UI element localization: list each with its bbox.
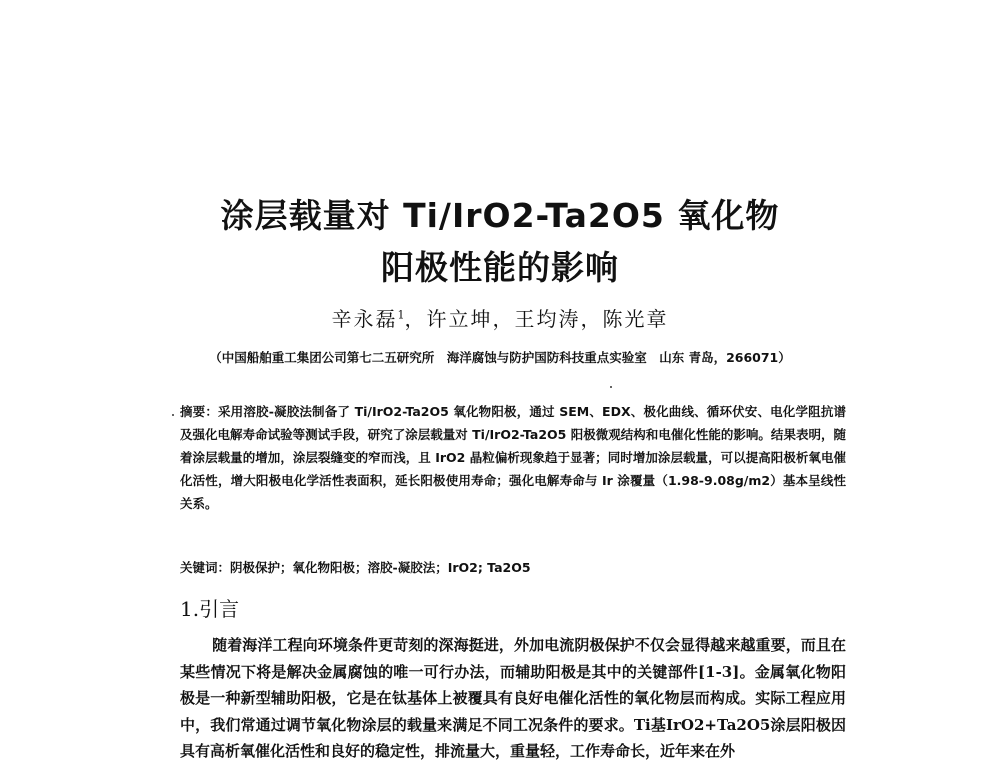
paper-title-line-2: 阳极性能的影响 (381, 248, 619, 287)
keywords: 关键词：阴极保护；氧化物阳极；溶胶-凝胶法；IrO2; Ta2O5 (180, 560, 531, 575)
author-list (0, 303, 1000, 332)
first-author: 辛永磊 (331, 307, 398, 331)
scan-speck (172, 414, 174, 416)
introduction-text: 随着海洋工程向环境条件更苛刻的深海挺进，外加电流阴极保护不仅会显得越来越重要，而且在某些情况下将是解决金属腐蚀的唯一可行办法，而辅助阳极是其中的关键部件[1-3]。金属氧化物阳极是一种新型辅助阳极，它是在钛基体上被覆具有良好电催化活性的氧化物层而构成。实际工程应用中，我们常通过调节氧化物涂层的载量来满足不同工况条件的要求。Ti基IrO2+Ta2O5涂层阳极因具有高析氧催化活性和良好的稳定性，排流量大，重量轻，工作寿命长，近年来在外 (180, 636, 846, 760)
paper-title-line-1: 涂层载量对 Ti/IrO2-Ta2O5 氧化物 (220, 196, 780, 235)
affiliation: （中国船舶重工集团公司第七二五研究所 海洋腐蚀与防护国防科技重点实验室 山东 青岛，266071） (209, 350, 791, 365)
affiliation-marker: 1 (397, 308, 405, 322)
introduction-paragraph (180, 632, 846, 765)
other-authors: ，许立坤，王均涛，陈光章 (404, 307, 669, 331)
section-heading-introduction: 1.引言 (180, 597, 240, 621)
scan-speck (610, 386, 612, 388)
abstract: 摘要：采用溶胶-凝胶法制备了 Ti/IrO2-Ta2O5 氧化物阳极，通过 SEM、EDX、极化曲线、循环伏安、电化学阻抗谱及强化电解寿命试验等测试手段，研究了涂层载量对 Ti/IrO2-Ta2O5 阳极微观结构和电催化性能的影响。结果表明，随着涂层载量的增加，涂层裂缝变的窄而浅，且 IrO2 晶粒偏析现象趋于显著；同时增加涂层载量，可以提高阳极析氧电催化活性，增大阳极电化学活性表面积，延长阳极使用寿命；强化电解寿命与 Ir 涂覆量（1.98-9.08g/m2）基本呈线性关系。 (180, 404, 846, 511)
